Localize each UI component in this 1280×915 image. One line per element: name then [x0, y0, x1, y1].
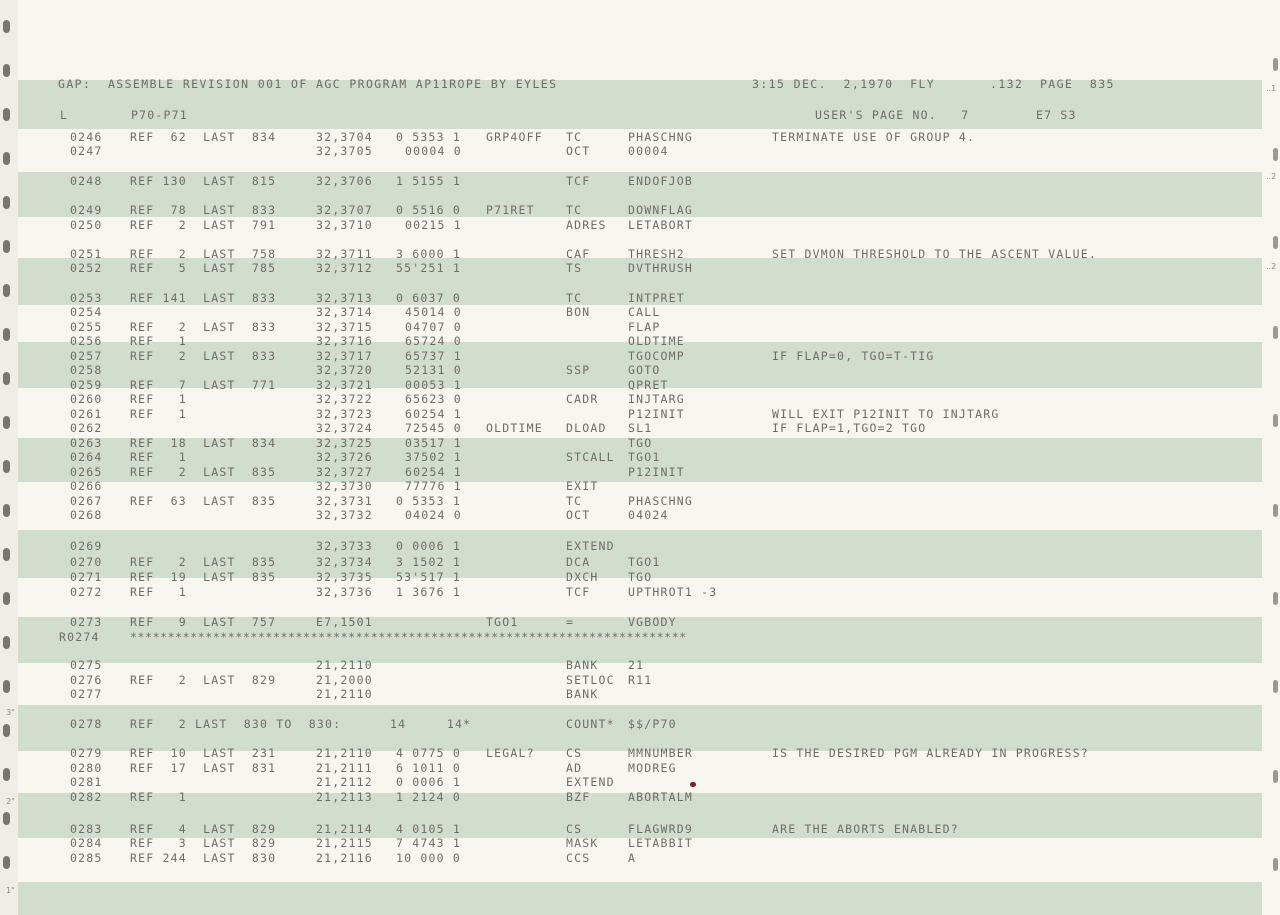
opcode: BANK: [566, 658, 599, 672]
operand: TGO1: [628, 555, 661, 569]
cross-reference: REF 7 LAST 771: [130, 378, 277, 392]
line-number: 0252: [70, 261, 103, 275]
comment: IS THE DESIRED PGM ALREADY IN PROGRESS?: [772, 746, 1089, 760]
address: 32,3706: [316, 174, 373, 188]
cross-reference: REF 1: [130, 392, 187, 406]
octal-value: 3 1502 1: [396, 555, 461, 569]
address: 32,3721: [316, 378, 373, 392]
octal-value: 45014 0: [405, 305, 462, 319]
cross-reference: REF 2 LAST 833: [130, 320, 277, 334]
line-number: 0284: [70, 836, 103, 850]
opcode: TC: [566, 494, 583, 508]
opcode: CAF: [566, 247, 591, 261]
opcode: TC: [566, 130, 583, 144]
address: 32,3726: [316, 450, 373, 464]
cross-reference: REF 5 LAST 785: [130, 261, 277, 275]
octal-value: 1 2124 0: [396, 790, 461, 804]
opcode: BON: [566, 305, 591, 319]
address: 32,3711: [316, 247, 373, 261]
octal-value: 04024 0: [405, 508, 462, 522]
octal-value: 00215 1: [405, 218, 462, 232]
address: 21,2110: [316, 746, 373, 760]
comment: SET DVMON THRESHOLD TO THE ASCENT VALUE.: [772, 247, 1097, 261]
operand: 04024: [628, 508, 669, 522]
cross-reference: REF 19 LAST 835: [130, 570, 277, 584]
operand: GOTO: [628, 363, 661, 377]
line-number: 0285: [70, 851, 103, 865]
line-number: 0257: [70, 349, 103, 363]
cross-reference: REF 130 LAST 815: [130, 174, 277, 188]
octal-value: 0 0006 1: [396, 775, 461, 789]
octal-value: 00053 1: [405, 378, 462, 392]
address: 32,3722: [316, 392, 373, 406]
line-number: 0277: [70, 687, 103, 701]
octal-value: 4 0775 0: [396, 746, 461, 760]
line-number: 0251: [70, 247, 103, 261]
operand: A: [628, 851, 637, 865]
octal-value: 7 4743 1: [396, 836, 461, 850]
line-number: 0273: [70, 615, 103, 629]
address: 21,2116: [316, 851, 373, 865]
opcode: DLOAD: [566, 421, 607, 435]
line-number: 0248: [70, 174, 103, 188]
line-number: R0274: [59, 630, 100, 644]
cross-reference: REF 2 LAST 835: [130, 555, 277, 569]
operand: INTPRET: [628, 291, 685, 305]
operand: DVTHRUSH: [628, 261, 693, 275]
address: 21,2112: [316, 775, 373, 789]
address: 32,3710: [316, 218, 373, 232]
address: 32,3731: [316, 494, 373, 508]
cross-reference: REF 1: [130, 585, 187, 599]
line-number: 0249: [70, 203, 103, 217]
line-number: 0246: [70, 130, 103, 144]
opcode: TC: [566, 291, 583, 305]
line-number: 0279: [70, 746, 103, 760]
octal-value: 65724 0: [405, 334, 462, 348]
octal-value: 55'251 1: [396, 261, 461, 275]
ink-mark: [690, 782, 696, 787]
operand: P12INIT: [628, 407, 685, 421]
operand: ENDOFJOB: [628, 174, 693, 188]
cross-reference: REF 141 LAST 833: [130, 291, 277, 305]
opcode: EXTEND: [566, 775, 615, 789]
operand: 21: [628, 658, 645, 672]
octal-value: 0 5353 1: [396, 130, 461, 144]
opcode: AD: [566, 761, 583, 775]
cross-reference: REF 17 LAST 831: [130, 761, 277, 775]
octal-value: 0 5516 0: [396, 203, 461, 217]
address: 21,2114: [316, 822, 373, 836]
line-number: 0260: [70, 392, 103, 406]
address: 32,3712: [316, 261, 373, 275]
cross-reference: REF 2 LAST 758: [130, 247, 277, 261]
line-number: 0254: [70, 305, 103, 319]
address: 32,3732: [316, 508, 373, 522]
line-number: 0259: [70, 378, 103, 392]
address: 32,3707: [316, 203, 373, 217]
separator-stars: **************************************************************************: [130, 630, 687, 644]
cross-reference: REF 78 LAST 833: [130, 203, 277, 217]
octal-value: 0 0006 1: [396, 539, 461, 553]
operand: DOWNFLAG: [628, 203, 693, 217]
operand: FLAGWRD9: [628, 822, 693, 836]
margin-mark: ..2: [1266, 262, 1277, 271]
cross-reference: REF 1: [130, 407, 187, 421]
line-number: 0267: [70, 494, 103, 508]
print-date: 3:15 DEC. 2,1970 FLY: [752, 77, 936, 91]
line-number: 0268: [70, 508, 103, 522]
operand: OLDTIME: [628, 334, 685, 348]
line-number: 0262: [70, 421, 103, 435]
margin-mark: 1": [6, 886, 15, 895]
address: 32,3734: [316, 555, 373, 569]
operand: TGOCOMP: [628, 349, 685, 363]
address: 32,3715: [316, 320, 373, 334]
margin-mark: ..2: [1266, 172, 1277, 181]
cross-reference: REF 4 LAST 829: [130, 822, 277, 836]
operand: TGO: [628, 436, 653, 450]
line-number: 0261: [70, 407, 103, 421]
opcode: BZF: [566, 790, 591, 804]
octal-value: 60254 1: [405, 465, 462, 479]
opcode: TC: [566, 203, 583, 217]
cross-reference: REF 18 LAST 834: [130, 436, 277, 450]
symbol-label: TGO1: [486, 615, 519, 629]
opcode: COUNT*: [566, 717, 615, 731]
octal-value: 03517 1: [405, 436, 462, 450]
octal-value: 37502 1: [405, 450, 462, 464]
cross-reference: REF 9 LAST 757: [130, 615, 277, 629]
operand: SL1: [628, 421, 653, 435]
page-number: .132 PAGE 835: [990, 77, 1115, 91]
operand: MODREG: [628, 761, 677, 775]
operand: MMNUMBER: [628, 746, 693, 760]
octal-value: 10 000 0: [396, 851, 461, 865]
address: 32,3727: [316, 465, 373, 479]
address: 32,3717: [316, 349, 373, 363]
right-sprocket-holes: [1264, 0, 1280, 915]
address: 21,2000: [316, 673, 373, 687]
operand: P12INIT: [628, 465, 685, 479]
line-number: 0266: [70, 479, 103, 493]
address: 32,3704: [316, 130, 373, 144]
line-number: 0278: [70, 717, 103, 731]
operand: UPTHROT1 -3: [628, 585, 718, 599]
cross-reference: REF 2 LAST 829: [130, 673, 277, 687]
operand: PHASCHNG: [628, 494, 693, 508]
symbol-label: GRP4OFF: [486, 130, 543, 144]
octal-value: 1 5155 1: [396, 174, 461, 188]
octal-value: 65623 0: [405, 392, 462, 406]
line-number: 0281: [70, 775, 103, 789]
opcode: SETLOC: [566, 673, 615, 687]
cross-reference: REF 2 LAST 791: [130, 218, 277, 232]
address: 32,3720: [316, 363, 373, 377]
address: 21,2110: [316, 658, 373, 672]
octal-value: 53'517 1: [396, 570, 461, 584]
line-number: 0265: [70, 465, 103, 479]
operand: 00004: [628, 144, 669, 158]
comment: IF FLAP=1,TGO=2 TGO: [772, 421, 927, 435]
address: 32,3735: [316, 570, 373, 584]
octal-value: 04707 0: [405, 320, 462, 334]
address: 32,3736: [316, 585, 373, 599]
line-number: 0264: [70, 450, 103, 464]
octal-value: 00004 0: [405, 144, 462, 158]
opcode: CS: [566, 746, 583, 760]
cross-reference: REF 244 LAST 830: [130, 851, 277, 865]
opcode: OCT: [566, 144, 591, 158]
opcode: TCF: [566, 174, 591, 188]
address: 21,2115: [316, 836, 373, 850]
line-number: 0275: [70, 658, 103, 672]
octal-value: 0 5353 1: [396, 494, 461, 508]
cross-reference: REF 3 LAST 829: [130, 836, 277, 850]
address: 32,3716: [316, 334, 373, 348]
comment: TERMINATE USE OF GROUP 4.: [772, 130, 976, 144]
address: 21,2113: [316, 790, 373, 804]
opcode: BANK: [566, 687, 599, 701]
symbol-label: OLDTIME: [486, 421, 543, 435]
line-number: 0258: [70, 363, 103, 377]
listing-flag: L: [60, 108, 69, 122]
line-number: 0247: [70, 144, 103, 158]
line-number: 0276: [70, 673, 103, 687]
octal-value: 65737 1: [405, 349, 462, 363]
operand: ABORTALM: [628, 790, 693, 804]
address: 32,3723: [316, 407, 373, 421]
opcode: EXTEND: [566, 539, 615, 553]
address: E7,1501: [316, 615, 373, 629]
octal-value: 72545 0: [405, 421, 462, 435]
opcode: SSP: [566, 363, 591, 377]
cross-reference: REF 1: [130, 450, 187, 464]
line-number: 0253: [70, 291, 103, 305]
opcode: CS: [566, 822, 583, 836]
opcode: ADRES: [566, 218, 607, 232]
octal-value: 77776 1: [405, 479, 462, 493]
operand: LETABBIT: [628, 836, 693, 850]
cross-reference: REF 63 LAST 835: [130, 494, 277, 508]
margin-mark: 2": [6, 797, 15, 806]
bank-code: E7 S3: [1036, 108, 1077, 122]
operand: TGO: [628, 570, 653, 584]
cross-reference: REF 2 LAST 835: [130, 465, 277, 479]
operand: TGO1: [628, 450, 661, 464]
address: 32,3713: [316, 291, 373, 305]
section-title: P70-P71: [131, 108, 188, 122]
margin-mark: ..1: [1266, 84, 1277, 93]
octal-value: 52131 0: [405, 363, 462, 377]
operand: PHASCHNG: [628, 130, 693, 144]
octal-value: 3 6000 1: [396, 247, 461, 261]
operand: $$/P70: [628, 717, 677, 731]
line-number: 0271: [70, 570, 103, 584]
left-sprocket-holes: [0, 0, 16, 915]
cross-reference: REF 1: [130, 790, 187, 804]
address: 32,3730: [316, 479, 373, 493]
margin-mark: 3": [6, 708, 15, 717]
octal-value: 0 6037 0: [396, 291, 461, 305]
opcode: TCF: [566, 585, 591, 599]
opcode: OCT: [566, 508, 591, 522]
comment: ARE THE ABORTS ENABLED?: [772, 822, 959, 836]
cross-reference: REF 2 LAST 833: [130, 349, 277, 363]
line-number: 0269: [70, 539, 103, 553]
line-number: 0255: [70, 320, 103, 334]
comment: IF FLAP=0, TGO=T-TIG: [772, 349, 935, 363]
line-number: 0250: [70, 218, 103, 232]
opcode: MASK: [566, 836, 599, 850]
opcode: DCA: [566, 555, 591, 569]
operand: QPRET: [628, 378, 669, 392]
operand: LETABORT: [628, 218, 693, 232]
operand: VGBODY: [628, 615, 677, 629]
address: 32,3705: [316, 144, 373, 158]
octal-value: 1 3676 1: [396, 585, 461, 599]
opcode: DXCH: [566, 570, 599, 584]
address: 21,2110: [316, 687, 373, 701]
opcode: =: [566, 615, 575, 629]
cross-reference: REF 1: [130, 334, 187, 348]
opcode: TS: [566, 261, 583, 275]
line-number: 0270: [70, 555, 103, 569]
line-number: 0283: [70, 822, 103, 836]
octal-value: 6 1011 0: [396, 761, 461, 775]
address: 32,3714: [316, 305, 373, 319]
operand: CALL: [628, 305, 661, 319]
octal-value: 60254 1: [405, 407, 462, 421]
comment: WILL EXIT P12INIT TO INJTARG: [772, 407, 1000, 421]
operand: INJTARG: [628, 392, 685, 406]
address: 32,3725: [316, 436, 373, 450]
opcode: EXIT: [566, 479, 599, 493]
line-number: 0272: [70, 585, 103, 599]
octal-value: 4 0105 1: [396, 822, 461, 836]
opcode: CCS: [566, 851, 591, 865]
line-number: 0256: [70, 334, 103, 348]
cross-reference: REF 10 LAST 231: [130, 746, 277, 760]
operand: FLAP: [628, 320, 661, 334]
address: 32,3733: [316, 539, 373, 553]
line-number: 0280: [70, 761, 103, 775]
line-number: 0263: [70, 436, 103, 450]
green-band: [18, 882, 1262, 915]
count-info: REF 2 LAST 830 TO 830: 14 14*: [130, 717, 472, 731]
symbol-label: LEGAL?: [486, 746, 535, 760]
address: 32,3724: [316, 421, 373, 435]
address: 21,2111: [316, 761, 373, 775]
opcode: CADR: [566, 392, 599, 406]
users-page-number: USER'S PAGE NO. 7: [815, 108, 970, 122]
operand: THRESH2: [628, 247, 685, 261]
symbol-label: P71RET: [486, 203, 535, 217]
line-number: 0282: [70, 790, 103, 804]
opcode: STCALL: [566, 450, 615, 464]
cross-reference: REF 62 LAST 834: [130, 130, 277, 144]
operand: R11: [628, 673, 653, 687]
assembly-header: GAP: ASSEMBLE REVISION 001 OF AGC PROGRAM AP11ROPE BY EYLES: [58, 77, 558, 91]
